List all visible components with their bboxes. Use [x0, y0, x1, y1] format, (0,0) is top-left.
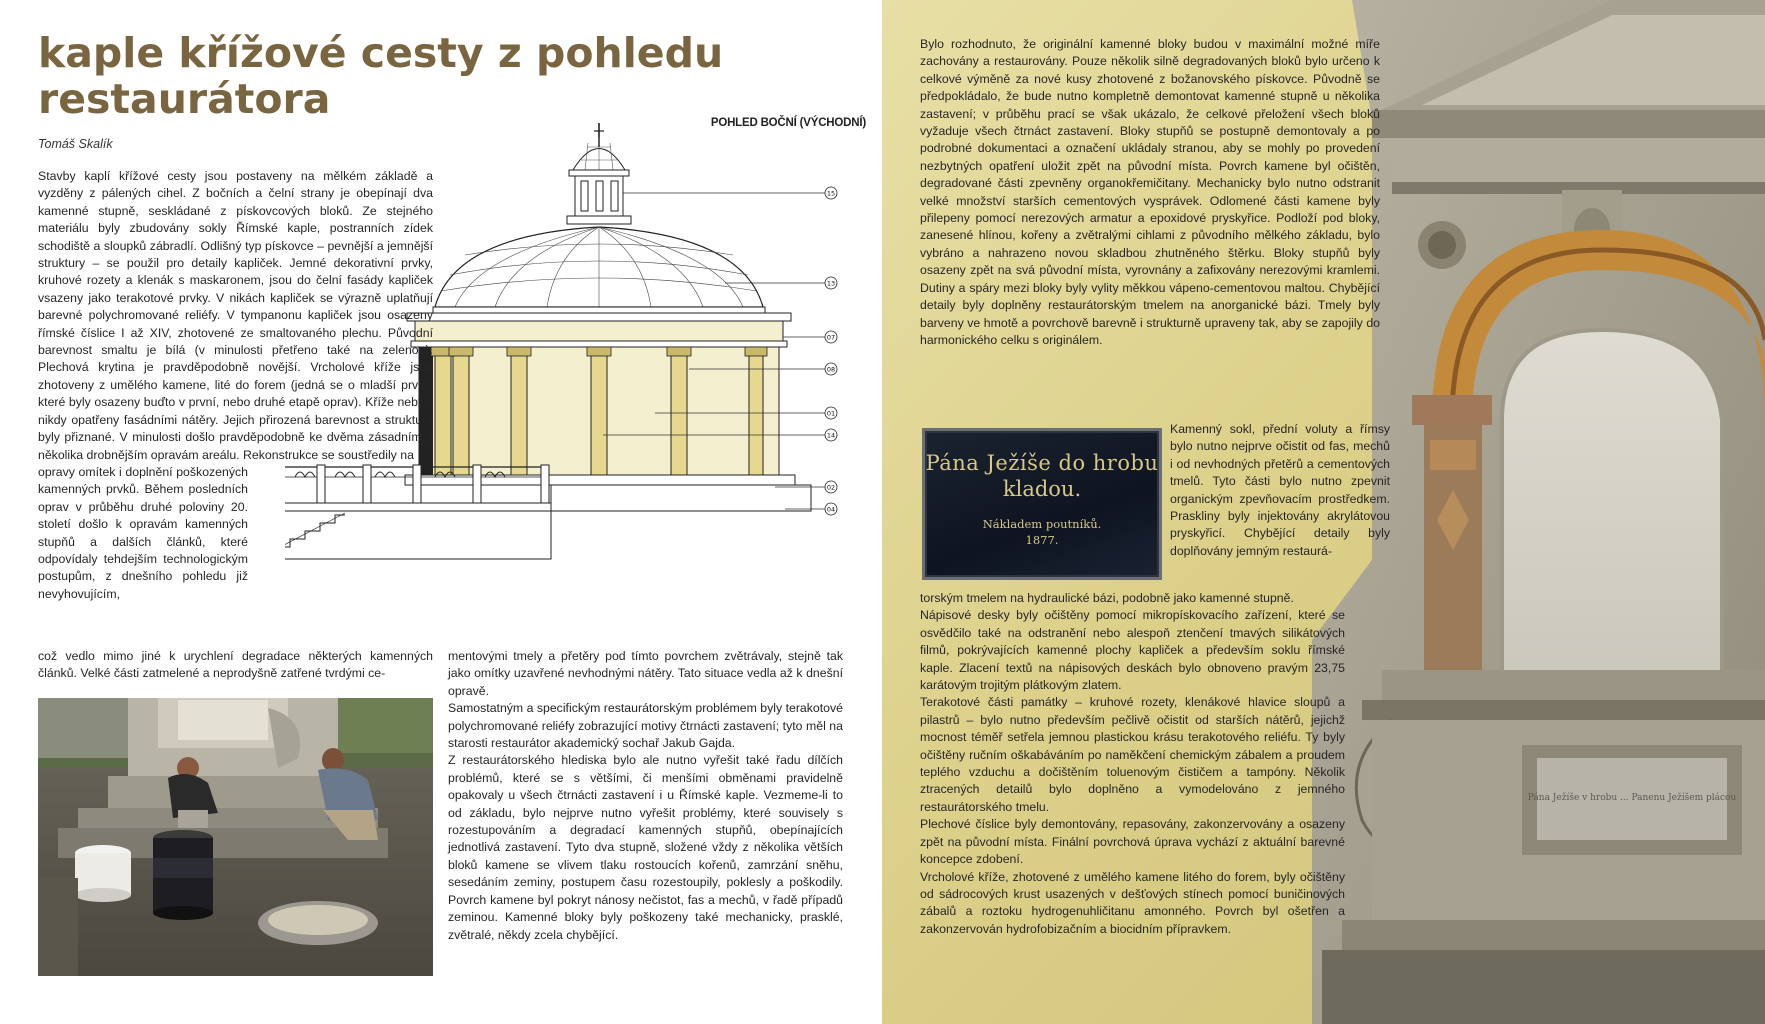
right-column-bottom — [920, 590, 1345, 938]
paragraph: torským tmelem na hydraulické bázi, podobně jako kamenné stupně. — [920, 591, 1294, 605]
restorers-at-work-photo — [38, 698, 433, 976]
diagram-marker: 14 — [826, 431, 836, 440]
plaque-line: Pána Ježíše do hrobu — [925, 451, 1159, 475]
diagram-marker: 01 — [826, 409, 836, 418]
diagram-label: POHLED BOČNÍ (VÝCHODNÍ) — [710, 117, 866, 129]
paragraph: což vedlo mimo jiné k urychlení degradace některých kamenných článků. Velké části zatmelené a neprodyšně zatřené tvrdými ce- — [38, 649, 433, 681]
chapel-inscription: Pána Ježíše v hrobu ... Panenu Ježíšem plácou — [1527, 793, 1737, 803]
paragraph: Nápisové desky byly očištěny pomocí mikropískovacího zařízení, které se osvědčilo také na odstranění nebo alespoň ztenčení tmavých silikátových filmů, pokrývajících kamenné plochy kapliček a především soklu římské kaple. Zlacení textů na nápisových deskách bylo obnoveno pravým 23,75 karátovým trojitým plátkovým zlatem. — [920, 608, 1345, 693]
right-column-top — [920, 36, 1380, 349]
diagram-marker: 07 — [826, 333, 836, 342]
plaque-line: 1877. — [1025, 533, 1059, 547]
article-title: kaple křížové cesty z pohledu restaurátora — [38, 29, 724, 123]
left-column-1 — [38, 168, 433, 603]
paragraph: Plechové číslice byly demontovány, repasovány, zakonzervovány a osazeny zpět na původní místa. Finální povrchová úprava vychází z aktuální barevné koncepce zdobení. — [920, 817, 1345, 867]
diagram-marker: 04 — [826, 505, 836, 514]
diagram-marker: 15 — [826, 189, 836, 198]
paragraph: Terakotové části památky – kruhové rozety, klenákové hlavice sloupů a pilastrů – bylo nutno především pečlivě očistit od starších nátěrů, jejichž mocnost téměř setřela jemnou plastickou krásu terakotového reliéfu. Ty byly očištěny ručním oškabáváním po naměkčení chemickým zábalem a proudem teplého vzduchu a dočištěním toluenovým čističem a tampóny. Několik ztracených detailů bylo doplněno a vymodelováno z jemného restaurátorského tmelu. — [920, 695, 1345, 814]
paragraph: Stavby kaplí křížové cesty jsou postaveny na mělkém základě a vyzděny z pálených cihel. Z bočních a čelní strany je obepínají dva kamenné stupně, seskládané z pískovcových bloků. Ze stejného materiálu byly zbudovány sokly Římské kaple, postranních zídek schodiště a sloupků zábradlí. Odlišný typ pískovce – pevnější a jemnější struktury – se použil pro detaily kapliček. Jemné dekorativní prvky, kruhové rozety a klenák s maskaronem, jsou do čelní fasády kapliček vsazeny jako terakotové prvky. V nikách kapliček se výrazně uplatňují barevné polychromované reliéfy. V tympanonu kapliček jsou osazeny římské číslice I až XIV, zhotovené ze smaltovaného plechu. Původní barevnost smaltu je bílá (v minulosti přetřeno také na zelenou). Plechová krytina je pravděpodobně novější. Vrcholové kříže jsou zhotoveny z umělého kamene, lité do forem (jedná se o mladší prvky, které byly osazeny buďto v první, nebo druhé etapě oprav). Kříže nebyly nikdy opatřeny fasádními nátěry. Jejich přirozená barevnost a struktura byly přiznané. V minulosti došlo pravděpodobně ke dvěma zásadním a několika drobnějším opravám areálu. Rekonstrukce se soustředily na — [38, 169, 433, 462]
paragraph: Z restaurátorského hlediska bylo ale nutno vyřešit také řadu dílčích problémů, které se s většími, či menšími obměnami pravidelně opakovaly u všech čtrnácti zastavení i u Římské kaple. Vezmeme-li to od základu, bylo nejprve nutno vyřešit problémy, které souvisely s rozestupováním a degradací kamenných stupňů, obepínajících jednotlivá zastavení. Tyto dva stupně, složené vždy z několika větších bloků kamene se vlivem tlaku rostoucích kořenů, zamrzání sněhu, sesedáním zeminy, postupem času rozestoupily, poklesly a poškodily. Povrch kamene byl pokryt nánosy nečistot, fas a mechů, v řadě případů zeminou. Kamenné bloky byly poškozeny také mechanicky, prasklé, zvětralé, někdy zcela chybějící. — [448, 753, 843, 942]
right-page — [882, 0, 1765, 1024]
left-page — [0, 0, 882, 1024]
diagram-marker: 13 — [826, 279, 836, 288]
paragraph: Kamenný sokl, přední voluty a římsy bylo nutno nejprve očistit od fas, mechů i od nevhodných přetěrů a cementových tmelů. Tyto části bylo nutno zpevnit organickým zpevňovacím prostředkem. Praskliny byly injektovány akrylátovou pryskyřicí. Chybějící detaily byly doplňovány jemným restaurá- — [1170, 422, 1390, 558]
article-author: Tomáš Skalík — [38, 137, 113, 151]
inscription-plaque-photo — [922, 428, 1162, 580]
paragraph: mentovými tmely a přetěry pod tímto povrchem zvětrávaly, stejně tak jako omítky uzavřené nevhodnými nátěry. Tato situace vedla až k dnešní opravě. — [448, 649, 843, 698]
paragraph: Bylo rozhodnuto, že originální kamenné bloky budou v maximální možné míře zachovány a restaurovány. Pouze několik silně degradovaných bloků bylo určeno k celkové výměně za nové kusy zhotovené z božanovského pískovce. Původně se předpokládalo, že bude nutno kompletně demontovat kamenné stupně u několika zastavení; v průběhu prací se však ukázalo, že celkové přeložení všech bloků vyžaduje všech čtrnáct zastavení. Bloky stupňů se postupně demontovaly a po podrobné dokumentaci a označení ukládaly stranou, aby se mohly po provedení nezbytných opatření uložit zpět na původní místa. Povrch kamene byl očištěn, degradované části zpevněny organokřemičitany. Mechanicky bylo nutno odstranit velké množství starších cementových vysprávek. Odlomené části kamene byly přilepeny pomocí nerezových armatur a epoxidové pryskyřice. Podloží pod bloky, zanesené hlínou, kořeny a zvětralými cihlami z původního mělkého základu, bylo vybráno a nahrazeno novou skladbou zhutněného štěrku. Bloky stupňů byly osazeny zpět na svá původní místa, vyrovnány a zafixovány nerezovými kramlemi. Dutiny a spáry mezi bloky byly vylity měkkou vápeno-cementovou maltou. Chybějící detaily byly doplněny restaurátorským tmelem na anorganické bázi. Tmely byly barveny ve hmotě a povrchově barevně i strukturně upraveny tak, aby se zapojily do harmonického celku s originálem. — [920, 37, 1380, 347]
plaque-line: kladou. — [1002, 477, 1082, 501]
diagram-marker: 02 — [826, 483, 836, 492]
left-column-1-bottom — [38, 648, 433, 683]
paragraph: Vrcholové kříže, zhotovené z umělého kamene litého do forem, byly očištěny od sádrocových krust usazených v dešťových stínech pomocí buničinových zábalů a roztoku hydrogenuhličitanu amonného. Povrch byl ošetřen a zakonzervován hydrofobizačním a biocidním přípravkem. — [920, 869, 1345, 936]
left-column-2 — [448, 648, 843, 944]
paragraph: Samostatným a specifickým restaurátorským problémem byly terakotové polychromované reliéfy zobrazující motivy čtrnácti zastavení; tyto měl na starosti restaurátor akademický sochař Jakub Gajda. — [448, 701, 844, 751]
diagram-marker: 08 — [826, 365, 836, 374]
right-column-beside-plaque — [1170, 421, 1390, 560]
plaque-line: Nákladem poutníků. — [982, 517, 1102, 531]
paragraph: opravy omítek i doplnění poškozených kamenných prvků. Během posledních oprav v průběhu druhé poloviny 20. století došlo k opravám kamenných stupňů a dalších článků, které odpovídaly tehdejším technologickým postupům, z dnešního pohledu již nevyhovujícím, — [38, 464, 248, 601]
